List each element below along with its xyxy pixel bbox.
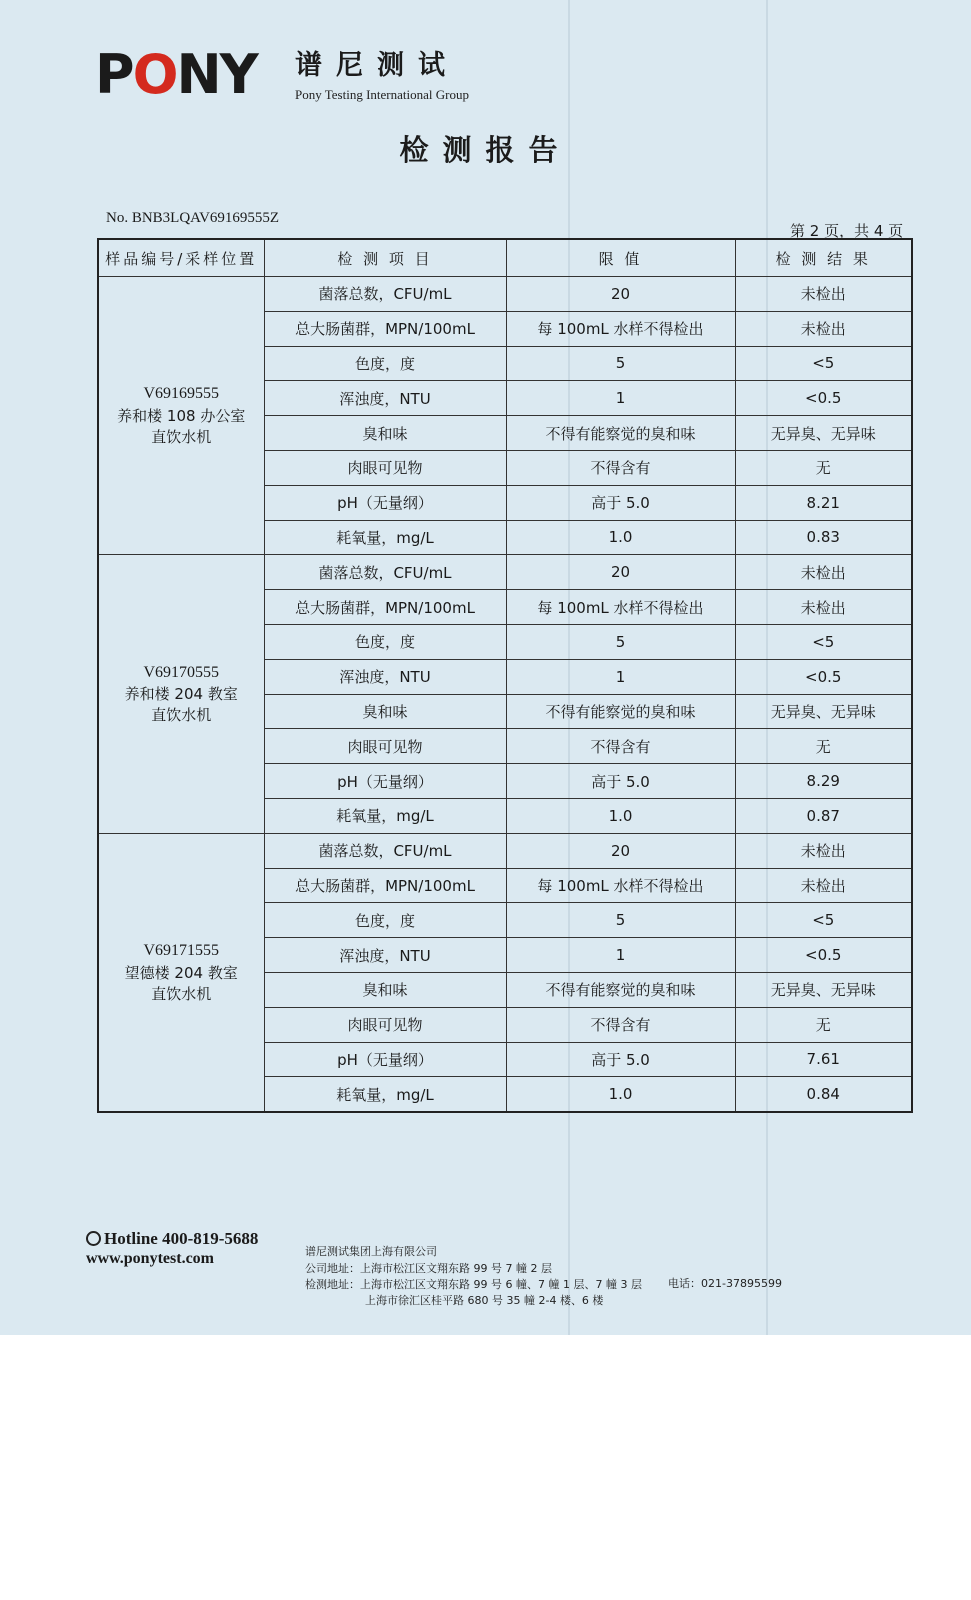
test-item: 色度，度 [264, 624, 506, 659]
test-result: 未检出 [735, 311, 912, 346]
limit-value: 每 100mL 水样不得检出 [506, 590, 735, 625]
test-item: 臭和味 [264, 416, 506, 451]
limit-value: 20 [506, 555, 735, 590]
test-item: 耗氧量，mg/L [264, 1077, 506, 1112]
test-result: <0.5 [735, 938, 912, 973]
test-result: 无异臭、无异味 [735, 694, 912, 729]
test-item: 肉眼可见物 [264, 729, 506, 764]
pony-logo: PONY [95, 43, 257, 106]
test-result: 7.61 [735, 1042, 912, 1077]
limit-value: 1.0 [506, 1077, 735, 1112]
test-item: 浑浊度，NTU [264, 938, 506, 973]
table-body [98, 277, 912, 1113]
test-item: 菌落总数，CFU/mL [264, 555, 506, 590]
limit-value: 1.0 [506, 798, 735, 833]
sample-location: 养和楼 204 教室 [124, 685, 238, 704]
limit-value: 1 [506, 381, 735, 416]
sample-device: 直饮水机 [151, 706, 212, 725]
test-item: pH（无量纲） [264, 1042, 506, 1077]
limit-value: 1.0 [506, 520, 735, 555]
limit-value: 1 [506, 938, 735, 973]
sample-location: 望德楼 204 教室 [124, 963, 238, 982]
limit-value: 5 [506, 903, 735, 938]
test-result: <0.5 [735, 381, 912, 416]
test-result: 0.83 [735, 520, 912, 555]
column-header: 限 值 [506, 239, 735, 277]
test-result: <0.5 [735, 659, 912, 694]
sample-id: V69169555 [143, 385, 220, 403]
test-address: 检测地址：上海市松江区文翔东路 99 号 6 幢、7 幢 1 层、7 幢 3 层 [305, 1278, 642, 1291]
logo-chinese-name: 谱尼测试 [295, 50, 459, 81]
test-result: <5 [735, 346, 912, 381]
limit-value: 每 100mL 水样不得检出 [506, 311, 735, 346]
results-table [97, 238, 913, 1113]
test-item: 浑浊度，NTU [264, 659, 506, 694]
limit-value: 高于 5.0 [506, 764, 735, 799]
limit-value: 每 100mL 水样不得检出 [506, 868, 735, 903]
column-header: 检 测 项 目 [264, 239, 506, 277]
test-result: 0.84 [735, 1077, 912, 1112]
test-item: pH（无量纲） [264, 485, 506, 520]
column-header: 检 测 结 果 [735, 239, 912, 277]
test-item: 色度，度 [264, 346, 506, 381]
test-result: 未检出 [735, 555, 912, 590]
table-header-row [98, 239, 912, 277]
phone-number: 电话：021-37895599 [668, 1277, 782, 1290]
test-item: 臭和味 [264, 694, 506, 729]
test-result: 无异臭、无异味 [735, 416, 912, 451]
table-row [98, 277, 912, 312]
limit-value: 5 [506, 624, 735, 659]
test-item: 耗氧量，mg/L [264, 520, 506, 555]
logo-english-name: Pony Testing International Group [295, 87, 469, 102]
limit-value: 不得有能察觉的臭和味 [506, 416, 735, 451]
table-row [98, 555, 912, 590]
report-title: 检测报告 [399, 133, 572, 167]
limit-value: 不得含有 [506, 450, 735, 485]
test-item: 色度，度 [264, 903, 506, 938]
limit-value: 20 [506, 277, 735, 312]
limit-value: 不得有能察觉的臭和味 [506, 694, 735, 729]
limit-value: 不得有能察觉的臭和味 [506, 972, 735, 1007]
test-result: 无 [735, 729, 912, 764]
test-result: 无 [735, 1007, 912, 1042]
test-item: 耗氧量，mg/L [264, 798, 506, 833]
red-seal-stamp [942, 545, 966, 735]
company-name: 谱尼测试集团上海有限公司 [305, 1245, 437, 1258]
limit-value: 1 [506, 659, 735, 694]
test-item: pH（无量纲） [264, 764, 506, 799]
test-item: 浑浊度，NTU [264, 381, 506, 416]
table-row [98, 833, 912, 868]
sample-cell [98, 555, 264, 833]
limit-value: 高于 5.0 [506, 485, 735, 520]
test-result: <5 [735, 624, 912, 659]
column-header: 样品编号/采样位置 [98, 239, 264, 277]
sample-id: V69170555 [143, 663, 220, 681]
sample-cell [98, 277, 264, 555]
sample-location: 养和楼 108 办公室 [117, 406, 246, 425]
test-item: 总大肠菌群，MPN/100mL [264, 311, 506, 346]
test-result: 0.87 [735, 798, 912, 833]
limit-value: 不得含有 [506, 729, 735, 764]
test-result: 8.21 [735, 485, 912, 520]
test-item: 肉眼可见物 [264, 450, 506, 485]
test-result: 未检出 [735, 277, 912, 312]
hotline: Hotline 400-819-5688 [86, 1229, 258, 1249]
test-result: 无异臭、无异味 [735, 972, 912, 1007]
test-result: 未检出 [735, 833, 912, 868]
test-result: 8.29 [735, 764, 912, 799]
phone-icon [86, 1231, 101, 1246]
sample-device: 直饮水机 [151, 984, 212, 1003]
report-number: No. BNB3LQAV69169555Z [106, 210, 280, 226]
website: www.ponytest.com [86, 1250, 214, 1267]
test-result: 未检出 [735, 868, 912, 903]
test-item: 总大肠菌群，MPN/100mL [264, 868, 506, 903]
sample-cell [98, 833, 264, 1112]
sample-id: V69171555 [143, 942, 220, 960]
test-result: 无 [735, 450, 912, 485]
company-address: 公司地址：上海市松江区文翔东路 99 号 7 幢 2 层 [305, 1262, 552, 1275]
page-indicator: 第 2 页，共 4 页 [790, 222, 904, 240]
test-item: 肉眼可见物 [264, 1007, 506, 1042]
sample-device: 直饮水机 [151, 427, 212, 446]
test-item: 总大肠菌群，MPN/100mL [264, 590, 506, 625]
test-item: 菌落总数，CFU/mL [264, 277, 506, 312]
test-address: 上海市徐汇区桂平路 680 号 35 幢 2-4 楼、6 楼 [365, 1294, 604, 1307]
limit-value: 5 [506, 346, 735, 381]
test-result: 未检出 [735, 590, 912, 625]
test-item: 臭和味 [264, 972, 506, 1007]
test-item: 菌落总数，CFU/mL [264, 833, 506, 868]
limit-value: 20 [506, 833, 735, 868]
limit-value: 不得含有 [506, 1007, 735, 1042]
limit-value: 高于 5.0 [506, 1042, 735, 1077]
test-result: <5 [735, 903, 912, 938]
